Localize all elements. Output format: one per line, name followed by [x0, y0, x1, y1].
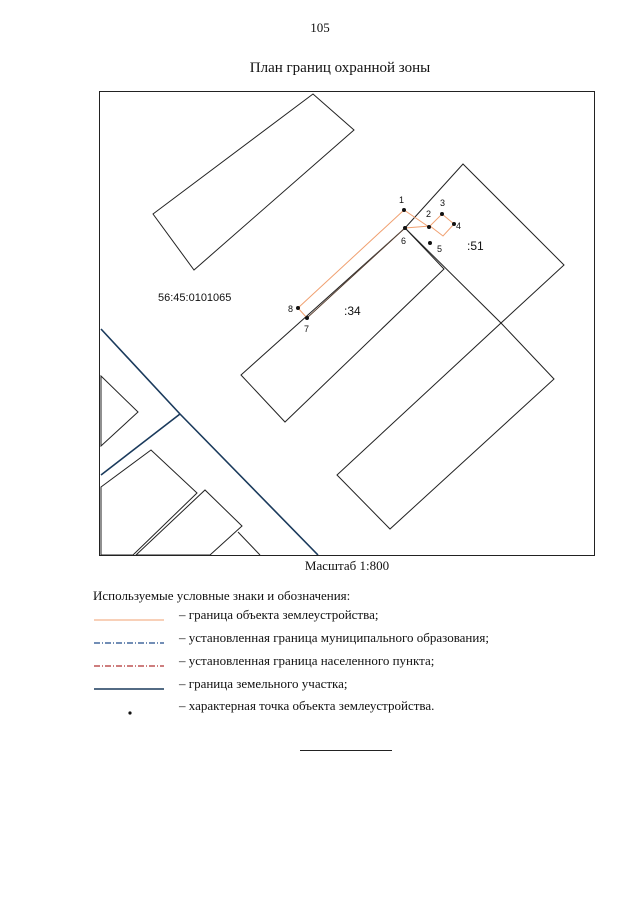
legend-point-dot	[92, 698, 166, 716]
parcel-boundary	[101, 329, 318, 555]
legend-text: – характерная точка объекта землеустройства.	[179, 698, 435, 713]
characteristic-point	[428, 241, 432, 245]
cadastral-quarter-label: 56:45:0101065	[158, 292, 232, 304]
characteristic-point	[427, 225, 431, 229]
legend-item-object-boundary	[92, 607, 612, 625]
point-label: 5	[437, 244, 443, 254]
cadastral-map	[99, 91, 595, 556]
legend-line-dark-blue	[92, 676, 166, 694]
point-label: 7	[304, 324, 310, 334]
end-rule	[300, 750, 392, 751]
characteristic-point	[402, 208, 406, 212]
parcel-label: :34	[344, 304, 361, 318]
parcel-label: :51	[467, 239, 484, 253]
legend-text: – граница объекта землеустройства;	[179, 607, 379, 622]
building-outline	[153, 94, 354, 270]
scale-label: Масштаб 1:800	[304, 558, 390, 573]
legend-line-blue-dashdot	[92, 630, 166, 648]
legend-item-settlement-boundary	[92, 653, 612, 671]
point-label: 1	[399, 195, 405, 205]
legend-line-red-dashdot	[92, 653, 166, 671]
characteristic-point	[296, 306, 300, 310]
page-number: 105	[310, 20, 330, 35]
characteristic-point	[403, 226, 407, 230]
characteristic-point	[305, 316, 309, 320]
building-outline	[101, 450, 197, 555]
legend-text: – установленная граница муниципального образования;	[179, 630, 489, 645]
legend-line-orange	[92, 607, 166, 625]
building-outline	[101, 376, 138, 446]
legend-item-characteristic-point	[92, 698, 612, 716]
building-outline	[136, 490, 242, 555]
plan-title: План границ охранной зоны	[249, 60, 431, 76]
point-label: 2	[426, 209, 432, 219]
point-label: 6	[401, 236, 407, 246]
characteristic-point	[440, 212, 444, 216]
building-outline	[241, 228, 444, 422]
legend-text: – граница земельного участка;	[179, 676, 348, 691]
point-label: 3	[440, 198, 446, 208]
building-outline	[238, 532, 260, 555]
legend-item-parcel-boundary	[92, 676, 612, 694]
legend-item-municipal-boundary	[92, 630, 612, 648]
legend-text: – установленная граница населенного пункта;	[179, 653, 435, 668]
point-label: 8	[288, 304, 294, 314]
point-label: 4	[456, 221, 462, 231]
legend-heading: Используемые условные знаки и обозначения:	[93, 588, 351, 603]
building-outline	[337, 323, 554, 529]
